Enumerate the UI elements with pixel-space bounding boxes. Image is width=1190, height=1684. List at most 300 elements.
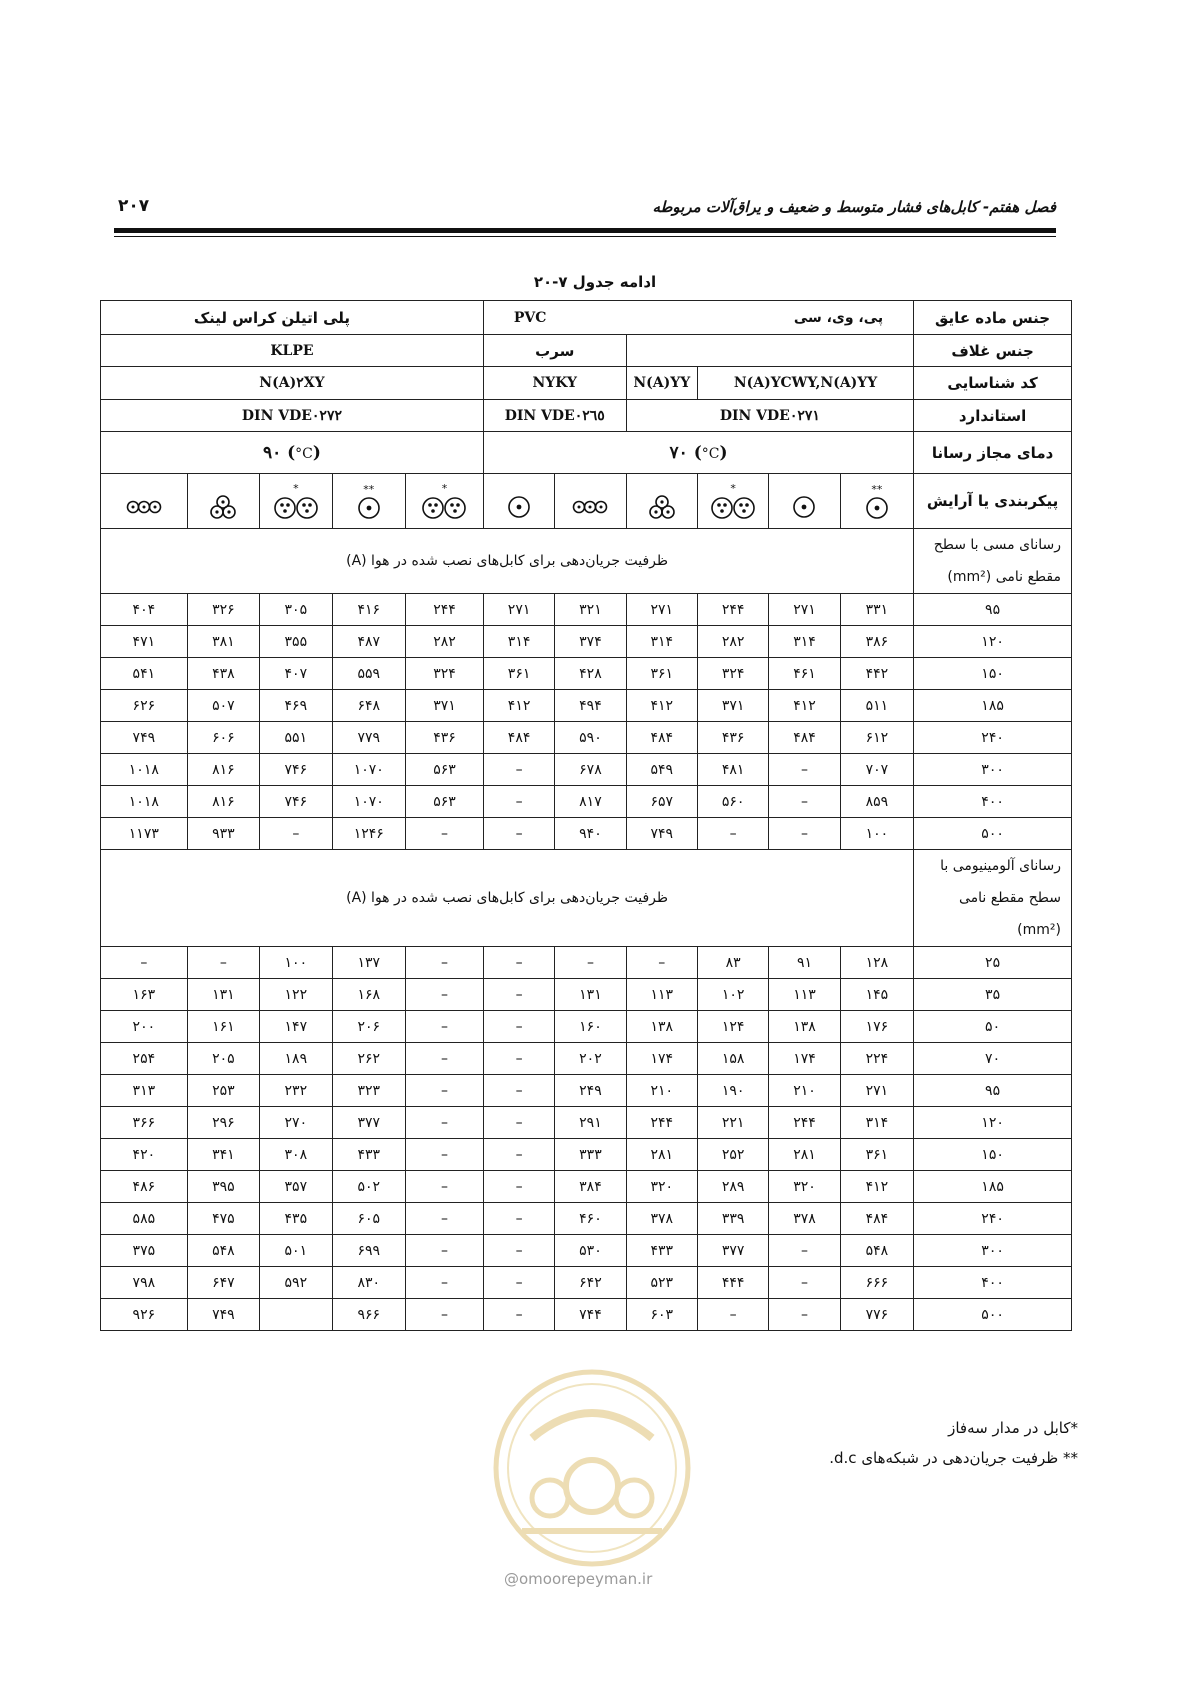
- ampacity-cell: ۵۰۲: [332, 1171, 406, 1203]
- aluminium-section-title: ظرفیت جریان‌دهی برای کابل‌های نصب شده در هوا (A): [101, 850, 914, 947]
- standard-cell-2: DIN VDE۰۲٦٥: [483, 400, 626, 432]
- insulation-xlpe-en: KLPE: [270, 342, 314, 359]
- ampacity-cell: ۱۶۰: [555, 1011, 626, 1043]
- copper-conductor-label: رسانای مسی با سطح مقطع نامی (mm²): [914, 529, 1072, 594]
- ampacity-cell: –: [483, 1139, 554, 1171]
- ampacity-cell: ۱۸۹: [260, 1043, 332, 1075]
- row-label-insulation: جنس ماده عایق: [914, 301, 1072, 335]
- ampacity-cell: ۱۲۴: [697, 1011, 768, 1043]
- ampacity-cell: ۶۶۶: [840, 1267, 914, 1299]
- configuration-cell: [187, 474, 259, 529]
- configuration-footnote-mark: *: [730, 482, 736, 495]
- insulation-pvc-fa: پی، وی، سی: [793, 309, 884, 326]
- ampacity-cell: ۶۰۳: [626, 1299, 697, 1331]
- ampacity-cell: ۳۲۰: [769, 1171, 840, 1203]
- ampacity-cell: ۴۴۲: [840, 658, 914, 690]
- temperature-xlpe: [101, 432, 484, 474]
- ampacity-cell: –: [697, 1299, 768, 1331]
- table-row: [101, 979, 1072, 1011]
- ampacity-cell: ۲۹۶: [187, 1107, 259, 1139]
- ampacity-cell: ۴۰۷: [260, 658, 332, 690]
- ampacity-cell: ۸۳: [697, 947, 768, 979]
- ampacity-cell: –: [406, 1171, 484, 1203]
- ampacity-cell: –: [406, 1267, 484, 1299]
- ampacity-cell: ۵۶۳: [406, 754, 484, 786]
- code-row: [101, 367, 1072, 400]
- ampacity-cell: ۳۸۱: [187, 626, 259, 658]
- ampacity-cell: ۳۷۱: [697, 690, 768, 722]
- ampacity-cell: ۳۱۴: [769, 626, 840, 658]
- ampacity-cell: ۲۴۴: [697, 594, 768, 626]
- configuration-cell: [332, 474, 406, 529]
- ampacity-cell: –: [483, 1267, 554, 1299]
- three-core-group-icon: [273, 494, 319, 522]
- aluminium-conductor-label: رسانای آلومینیومی با سطح مقطع نامی (mm²): [914, 850, 1072, 947]
- ampacity-cell: –: [769, 1299, 840, 1331]
- ampacity-cell: ۴۳۶: [697, 722, 768, 754]
- ampacity-cell: ۹۳۳: [187, 818, 259, 850]
- cross-section-cell: ۵۰: [914, 1011, 1072, 1043]
- ampacity-cell: ۲۰۵: [187, 1043, 259, 1075]
- ampacity-cell: ۴۴۴: [697, 1267, 768, 1299]
- ampacity-cell: ۲۴۴: [626, 1107, 697, 1139]
- configuration-cell: [101, 474, 188, 529]
- temperature-row: [101, 432, 1072, 474]
- ampacity-cell: ۵۴۸: [187, 1235, 259, 1267]
- configuration-cell: [555, 474, 626, 529]
- ampacity-cell: ۴۱۶: [332, 594, 406, 626]
- ampacity-cell: –: [483, 1107, 554, 1139]
- table-row: [101, 1043, 1072, 1075]
- ampacity-cell: ۸۱۶: [187, 754, 259, 786]
- code-cell-2: N(A)YY: [626, 367, 697, 400]
- ampacity-cell: ۴۲۸: [555, 658, 626, 690]
- ampacity-cell: ۴۷۵: [187, 1203, 259, 1235]
- ampacity-cell: ۳۴۱: [187, 1139, 259, 1171]
- ampacity-cell: ۱۹۰: [697, 1075, 768, 1107]
- insulation-pvc-en: PVC: [513, 309, 547, 326]
- ampacity-cell: ۵۴۹: [626, 754, 697, 786]
- table-row: [101, 1203, 1072, 1235]
- ampacity-cell: ۶۴۸: [332, 690, 406, 722]
- ampacity-cell: –: [483, 1043, 554, 1075]
- insulation-row: [101, 301, 1072, 335]
- ampacity-cell: ۲۳۲: [260, 1075, 332, 1107]
- ampacity-cell: –: [626, 947, 697, 979]
- ampacity-cell: ۵۱۱: [840, 690, 914, 722]
- ampacity-cell: ۷۷۹: [332, 722, 406, 754]
- cross-section-cell: ۵۰۰: [914, 818, 1072, 850]
- ampacity-cell: ۶۰۵: [332, 1203, 406, 1235]
- table-row: [101, 1075, 1072, 1107]
- table-row: [101, 658, 1072, 690]
- table-row: [101, 1171, 1072, 1203]
- code-cell-3: NYKY: [483, 367, 626, 400]
- ampacity-cell: ۸۵۹: [840, 786, 914, 818]
- cross-section-cell: ۵۰۰: [914, 1299, 1072, 1331]
- table-row: [101, 690, 1072, 722]
- ampacity-cell: ۱۱۷۳: [101, 818, 188, 850]
- ampacity-cell: ۴۱۲: [840, 1171, 914, 1203]
- row-label-configuration: پیکربندی یا آرایش: [914, 474, 1072, 529]
- table-row: [101, 754, 1072, 786]
- ampacity-cell: ۴۶۹: [260, 690, 332, 722]
- ampacity-cell: ۱۳۱: [187, 979, 259, 1011]
- code-cell-4: N(A)۲XY: [101, 367, 484, 400]
- ampacity-cell: ۲۴۹: [555, 1075, 626, 1107]
- watermark-url: @omoorepeyman.ir: [504, 1570, 653, 1588]
- ampacity-cell: ۳۸۴: [555, 1171, 626, 1203]
- ampacity-cell: ۵۴۱: [101, 658, 188, 690]
- ampacity-cell: ۲۵۲: [697, 1139, 768, 1171]
- ampacity-cell: ۱۲۸: [840, 947, 914, 979]
- ampacity-cell: ۱۰۷۰: [332, 754, 406, 786]
- ampacity-cell: –: [406, 1075, 484, 1107]
- ampacity-cell: –: [406, 1139, 484, 1171]
- ampacity-cell: ۷۷۶: [840, 1299, 914, 1331]
- ampacity-cell: ۲۰۲: [555, 1043, 626, 1075]
- ampacity-cell: ۷۴۹: [626, 818, 697, 850]
- cross-section-cell: ۱۸۵: [914, 1171, 1072, 1203]
- ampacity-cell: ۹۴۰: [555, 818, 626, 850]
- ampacity-cell: ۲۸۲: [697, 626, 768, 658]
- ampacity-cell: ۲۴۴: [406, 594, 484, 626]
- ampacity-cell: ۵۹۲: [260, 1267, 332, 1299]
- ampacity-cell: –: [187, 947, 259, 979]
- ampacity-cell: ۴۰۴: [101, 594, 188, 626]
- cross-section-cell: ۴۰۰: [914, 786, 1072, 818]
- ampacity-cell: ۲۸۱: [626, 1139, 697, 1171]
- cross-section-cell: ۱۲۰: [914, 1107, 1072, 1139]
- ampacity-cell: –: [406, 818, 484, 850]
- ampacity-cell: ۲۰۰: [101, 1011, 188, 1043]
- ampacity-cell: ۳۵۷: [260, 1171, 332, 1203]
- ampacity-cell: ۱۰۱۸: [101, 754, 188, 786]
- configuration-cell: [483, 474, 554, 529]
- ampacity-cell: ۷۴۶: [260, 786, 332, 818]
- ampacity-cell: ۲۸۲: [406, 626, 484, 658]
- ampacity-cell: –: [555, 947, 626, 979]
- ampacity-cell: ۳۱۴: [483, 626, 554, 658]
- cross-section-cell: ۱۵۰: [914, 1139, 1072, 1171]
- ampacity-cell: ۷۰۷: [840, 754, 914, 786]
- ampacity-cell: ۱۲۴۶: [332, 818, 406, 850]
- ampacity-cell: ۲۴۴: [769, 1107, 840, 1139]
- ampacity-cell: ۱۴۷: [260, 1011, 332, 1043]
- ampacity-cell: ۴۱۲: [626, 690, 697, 722]
- code-cell-1: N(A)YCWY,N(A)YY: [697, 367, 913, 400]
- trefoil-icon: [209, 494, 237, 520]
- configuration-footnote-mark: **: [871, 483, 883, 496]
- ampacity-cell: ۱۵۸: [697, 1043, 768, 1075]
- ampacity-cell: –: [769, 818, 840, 850]
- ampacity-cell: –: [101, 947, 188, 979]
- ampacity-cell: ۳۲۰: [626, 1171, 697, 1203]
- cross-section-cell: ۲۴۰: [914, 1203, 1072, 1235]
- ampacity-cell: ۱۱۳: [769, 979, 840, 1011]
- insulation-xlpe: [101, 301, 484, 335]
- sheath-lead: سرب: [483, 335, 626, 367]
- ampacity-cell: ۴۸۴: [483, 722, 554, 754]
- footnote-dc: ** ظرفیت جریان‌دهی در شبکه‌های d.c.: [829, 1449, 1078, 1467]
- ampacity-cell: –: [483, 1203, 554, 1235]
- ampacity-cell: ۷۴۹: [187, 1299, 259, 1331]
- ampacity-cell: ۴۶۱: [769, 658, 840, 690]
- row-label-sheath: جنس غلاف: [914, 335, 1072, 367]
- ampacity-cell: ۳۷۴: [555, 626, 626, 658]
- ampacity-cell: ۲۲۱: [697, 1107, 768, 1139]
- ampacity-cell: ۴۳۸: [187, 658, 259, 690]
- ampacity-cell: ۷۴۴: [555, 1299, 626, 1331]
- ampacity-cell: ۹۱: [769, 947, 840, 979]
- ampacity-cell: ۳۱۴: [626, 626, 697, 658]
- cross-section-cell: ۳۵: [914, 979, 1072, 1011]
- ampacity-table: [100, 300, 1072, 1331]
- ampacity-cell: ۱۰۰: [840, 818, 914, 850]
- ampacity-cell: ۲۱۰: [769, 1075, 840, 1107]
- ampacity-cell: ۲۷۱: [626, 594, 697, 626]
- ampacity-cell: ۳۱۴: [840, 1107, 914, 1139]
- ampacity-cell: ۵۵۱: [260, 722, 332, 754]
- ampacity-cell: ۲۱۰: [626, 1075, 697, 1107]
- ampacity-cell: ۵۹۰: [555, 722, 626, 754]
- table-row: [101, 818, 1072, 850]
- ampacity-cell: –: [406, 1011, 484, 1043]
- row-label-standard: استاندارد: [914, 400, 1072, 432]
- flat-formation-icon: [126, 500, 162, 514]
- footnote-three-phase: *کابل در مدار سه‌فاز: [948, 1419, 1078, 1437]
- ampacity-cell: ۴۱۲: [769, 690, 840, 722]
- ampacity-cell: ۳۰۵: [260, 594, 332, 626]
- ampacity-cell: ۳۷۵: [101, 1235, 188, 1267]
- ampacity-cell: ۲۶۲: [332, 1043, 406, 1075]
- ampacity-cell: ۲۸۹: [697, 1171, 768, 1203]
- ampacity-cell: –: [483, 947, 554, 979]
- configuration-footnote-mark: *: [293, 482, 299, 495]
- ampacity-cell: ۴۳۵: [260, 1203, 332, 1235]
- ampacity-cell: ۳۷۷: [332, 1107, 406, 1139]
- ampacity-cell: ۵۸۵: [101, 1203, 188, 1235]
- cross-section-cell: ۹۵: [914, 594, 1072, 626]
- ampacity-cell: –: [697, 818, 768, 850]
- cross-section-cell: ۳۰۰: [914, 1235, 1072, 1267]
- ampacity-cell: ۳۲۴: [406, 658, 484, 690]
- ampacity-cell: ۱۰۷۰: [332, 786, 406, 818]
- standard-row: [101, 400, 1072, 432]
- ampacity-cell: ۱۳۷: [332, 947, 406, 979]
- ampacity-cell: ۳۶۱: [840, 1139, 914, 1171]
- ampacity-cell: ۱۷۶: [840, 1011, 914, 1043]
- ampacity-cell: ۲۰۶: [332, 1011, 406, 1043]
- ampacity-cell: ۱۶۳: [101, 979, 188, 1011]
- configuration-cell: [406, 474, 484, 529]
- ampacity-cell: ۱۲۲: [260, 979, 332, 1011]
- ampacity-cell: ۶۹۹: [332, 1235, 406, 1267]
- ampacity-cell: ۴۹۴: [555, 690, 626, 722]
- ampacity-cell: ۱۳۸: [626, 1011, 697, 1043]
- ampacity-cell: ۲۷۱: [769, 594, 840, 626]
- ampacity-cell: –: [483, 818, 554, 850]
- ampacity-cell: –: [483, 1011, 554, 1043]
- ampacity-cell: ۵۰۷: [187, 690, 259, 722]
- ampacity-cell: ۵۶۰: [697, 786, 768, 818]
- table-row: [101, 594, 1072, 626]
- ampacity-cell: ۲۸۱: [769, 1139, 840, 1171]
- ampacity-cell: ۳۲۴: [697, 658, 768, 690]
- temperature-pvc-value: ۷۰ (°C): [669, 442, 728, 463]
- ampacity-cell: –: [406, 947, 484, 979]
- ampacity-cell: ۶۱۲: [840, 722, 914, 754]
- cross-section-cell: ۲۴۰: [914, 722, 1072, 754]
- table-row: [101, 1235, 1072, 1267]
- ampacity-cell: ۱۶۸: [332, 979, 406, 1011]
- ampacity-cell: ۶۲۶: [101, 690, 188, 722]
- row-label-temperature: دمای مجاز رسانا: [914, 432, 1072, 474]
- ampacity-cell: ۱۰۰: [260, 947, 332, 979]
- standard-cell-3: DIN VDE۰۲۷۲: [101, 400, 484, 432]
- ampacity-cell: ۴۷۱: [101, 626, 188, 658]
- ampacity-cell: ۲۲۴: [840, 1043, 914, 1075]
- ampacity-cell: ۱۷۴: [626, 1043, 697, 1075]
- ampacity-cell: ۴۲۰: [101, 1139, 188, 1171]
- ampacity-cell: –: [406, 1299, 484, 1331]
- configuration-cell: [769, 474, 840, 529]
- flat-formation-icon: [572, 500, 608, 514]
- single-core-icon: [864, 495, 890, 521]
- ampacity-cell: ۴۸۷: [332, 626, 406, 658]
- ampacity-cell: ۳۲۳: [332, 1075, 406, 1107]
- ampacity-cell: ۳۷۷: [697, 1235, 768, 1267]
- ampacity-cell: ۷۴۶: [260, 754, 332, 786]
- ampacity-cell: ۳۵۵: [260, 626, 332, 658]
- table-row: [101, 626, 1072, 658]
- ampacity-cell: ۱۷۴: [769, 1043, 840, 1075]
- cross-section-cell: ۱۵۰: [914, 658, 1072, 690]
- row-label-code: کد شناسایی: [914, 367, 1072, 400]
- page-header: [114, 196, 1056, 236]
- ampacity-cell: ۲۹۱: [555, 1107, 626, 1139]
- ampacity-cell: ۳۳۳: [555, 1139, 626, 1171]
- cross-section-cell: ۱۲۰: [914, 626, 1072, 658]
- ampacity-cell: ۱۰۱۸: [101, 786, 188, 818]
- table-body: [101, 301, 1072, 1331]
- ampacity-cell: ۴۳۳: [332, 1139, 406, 1171]
- ampacity-cell: ۶۰۶: [187, 722, 259, 754]
- ampacity-cell: ۲۷۰: [260, 1107, 332, 1139]
- single-core-icon: [356, 495, 382, 521]
- cross-section-cell: ۷۰: [914, 1043, 1072, 1075]
- ampacity-cell: ۲۷۱: [840, 1075, 914, 1107]
- ampacity-cell: ۱۱۳: [626, 979, 697, 1011]
- ampacity-cell: ۲۵۴: [101, 1043, 188, 1075]
- ampacity-cell: ۳۱۳: [101, 1075, 188, 1107]
- ampacity-cell: ۱۴۵: [840, 979, 914, 1011]
- ampacity-cell: ۴۸۴: [840, 1203, 914, 1235]
- ampacity-cell: ۳۶۶: [101, 1107, 188, 1139]
- table-row: [101, 786, 1072, 818]
- temperature-xlpe-value: ۹۰ (°C): [262, 442, 321, 463]
- header-rule-thick: [114, 228, 1056, 233]
- ampacity-cell: ۴۸۱: [697, 754, 768, 786]
- ampacity-cell: ۸۳۰: [332, 1267, 406, 1299]
- table-row: [101, 722, 1072, 754]
- table-row: [101, 947, 1072, 979]
- table-row: [101, 1267, 1072, 1299]
- ampacity-cell: –: [769, 786, 840, 818]
- insulation-xlpe-fa: پلی اتیلن کراس لینک: [193, 308, 351, 327]
- ampacity-cell: ۵۴۸: [840, 1235, 914, 1267]
- ampacity-cell: ۳۶۱: [483, 658, 554, 690]
- watermark-logo: [492, 1368, 692, 1568]
- single-core-icon: [506, 494, 532, 520]
- ampacity-cell: ۵۶۳: [406, 786, 484, 818]
- ampacity-cell: ۳۷۸: [769, 1203, 840, 1235]
- ampacity-cell: ۶۵۷: [626, 786, 697, 818]
- ampacity-cell: ۷۴۹: [101, 722, 188, 754]
- ampacity-cell: ۳۳۹: [697, 1203, 768, 1235]
- ampacity-cell: ۱۰۲: [697, 979, 768, 1011]
- ampacity-cell: ۳۸۶: [840, 626, 914, 658]
- ampacity-cell: –: [769, 754, 840, 786]
- ampacity-cell: –: [260, 818, 332, 850]
- ampacity-cell: –: [769, 1235, 840, 1267]
- ampacity-cell: –: [483, 979, 554, 1011]
- table-row: [101, 1299, 1072, 1331]
- ampacity-cell: –: [483, 786, 554, 818]
- ampacity-cell: –: [483, 754, 554, 786]
- header-rule-thin: [114, 236, 1056, 237]
- ampacity-cell: [260, 1299, 332, 1331]
- ampacity-cell: –: [769, 1267, 840, 1299]
- three-core-group-icon: [421, 494, 467, 522]
- ampacity-cell: ۱۶۱: [187, 1011, 259, 1043]
- ampacity-cell: ۳۲۱: [555, 594, 626, 626]
- configuration-footnote-mark: *: [441, 482, 448, 495]
- ampacity-cell: ۵۲۳: [626, 1267, 697, 1299]
- ampacity-cell: ۹۶۶: [332, 1299, 406, 1331]
- ampacity-cell: ۸۱۶: [187, 786, 259, 818]
- configuration-row: [101, 474, 1072, 529]
- ampacity-cell: ۴۳۶: [406, 722, 484, 754]
- ampacity-cell: ۵۵۹: [332, 658, 406, 690]
- ampacity-cell: ۴۱۲: [483, 690, 554, 722]
- single-core-icon: [791, 494, 817, 520]
- copper-section-header: [101, 529, 1072, 594]
- ampacity-cell: ۵۳۰: [555, 1235, 626, 1267]
- ampacity-cell: –: [406, 979, 484, 1011]
- ampacity-cell: ۸۱۷: [555, 786, 626, 818]
- page-number: ۲۰۷: [118, 196, 150, 216]
- ampacity-cell: ۳۷۱: [406, 690, 484, 722]
- ampacity-cell: ۳۹۵: [187, 1171, 259, 1203]
- sheath-empty: [626, 335, 914, 367]
- ampacity-cell: ۱۳۸: [769, 1011, 840, 1043]
- ampacity-cell: ۳۶۱: [626, 658, 697, 690]
- ampacity-cell: ۷۹۸: [101, 1267, 188, 1299]
- table-row: [101, 1107, 1072, 1139]
- footnotes: [829, 1413, 1078, 1473]
- ampacity-cell: ۹۲۶: [101, 1299, 188, 1331]
- ampacity-cell: –: [483, 1235, 554, 1267]
- cross-section-cell: ۴۰۰: [914, 1267, 1072, 1299]
- cross-section-cell: ۱۸۵: [914, 690, 1072, 722]
- temperature-pvc: [483, 432, 913, 474]
- sheath-row: [101, 335, 1072, 367]
- configuration-cell: [697, 474, 768, 529]
- configuration-cell: [840, 474, 914, 529]
- chapter-title: فصل هفتم- کابل‌های فشار متوسط و ضعیف و یراق‌آلات مربوطه: [652, 198, 1056, 216]
- copper-section-title: ظرفیت جریان‌دهی برای کابل‌های نصب شده در هوا (A): [101, 529, 914, 594]
